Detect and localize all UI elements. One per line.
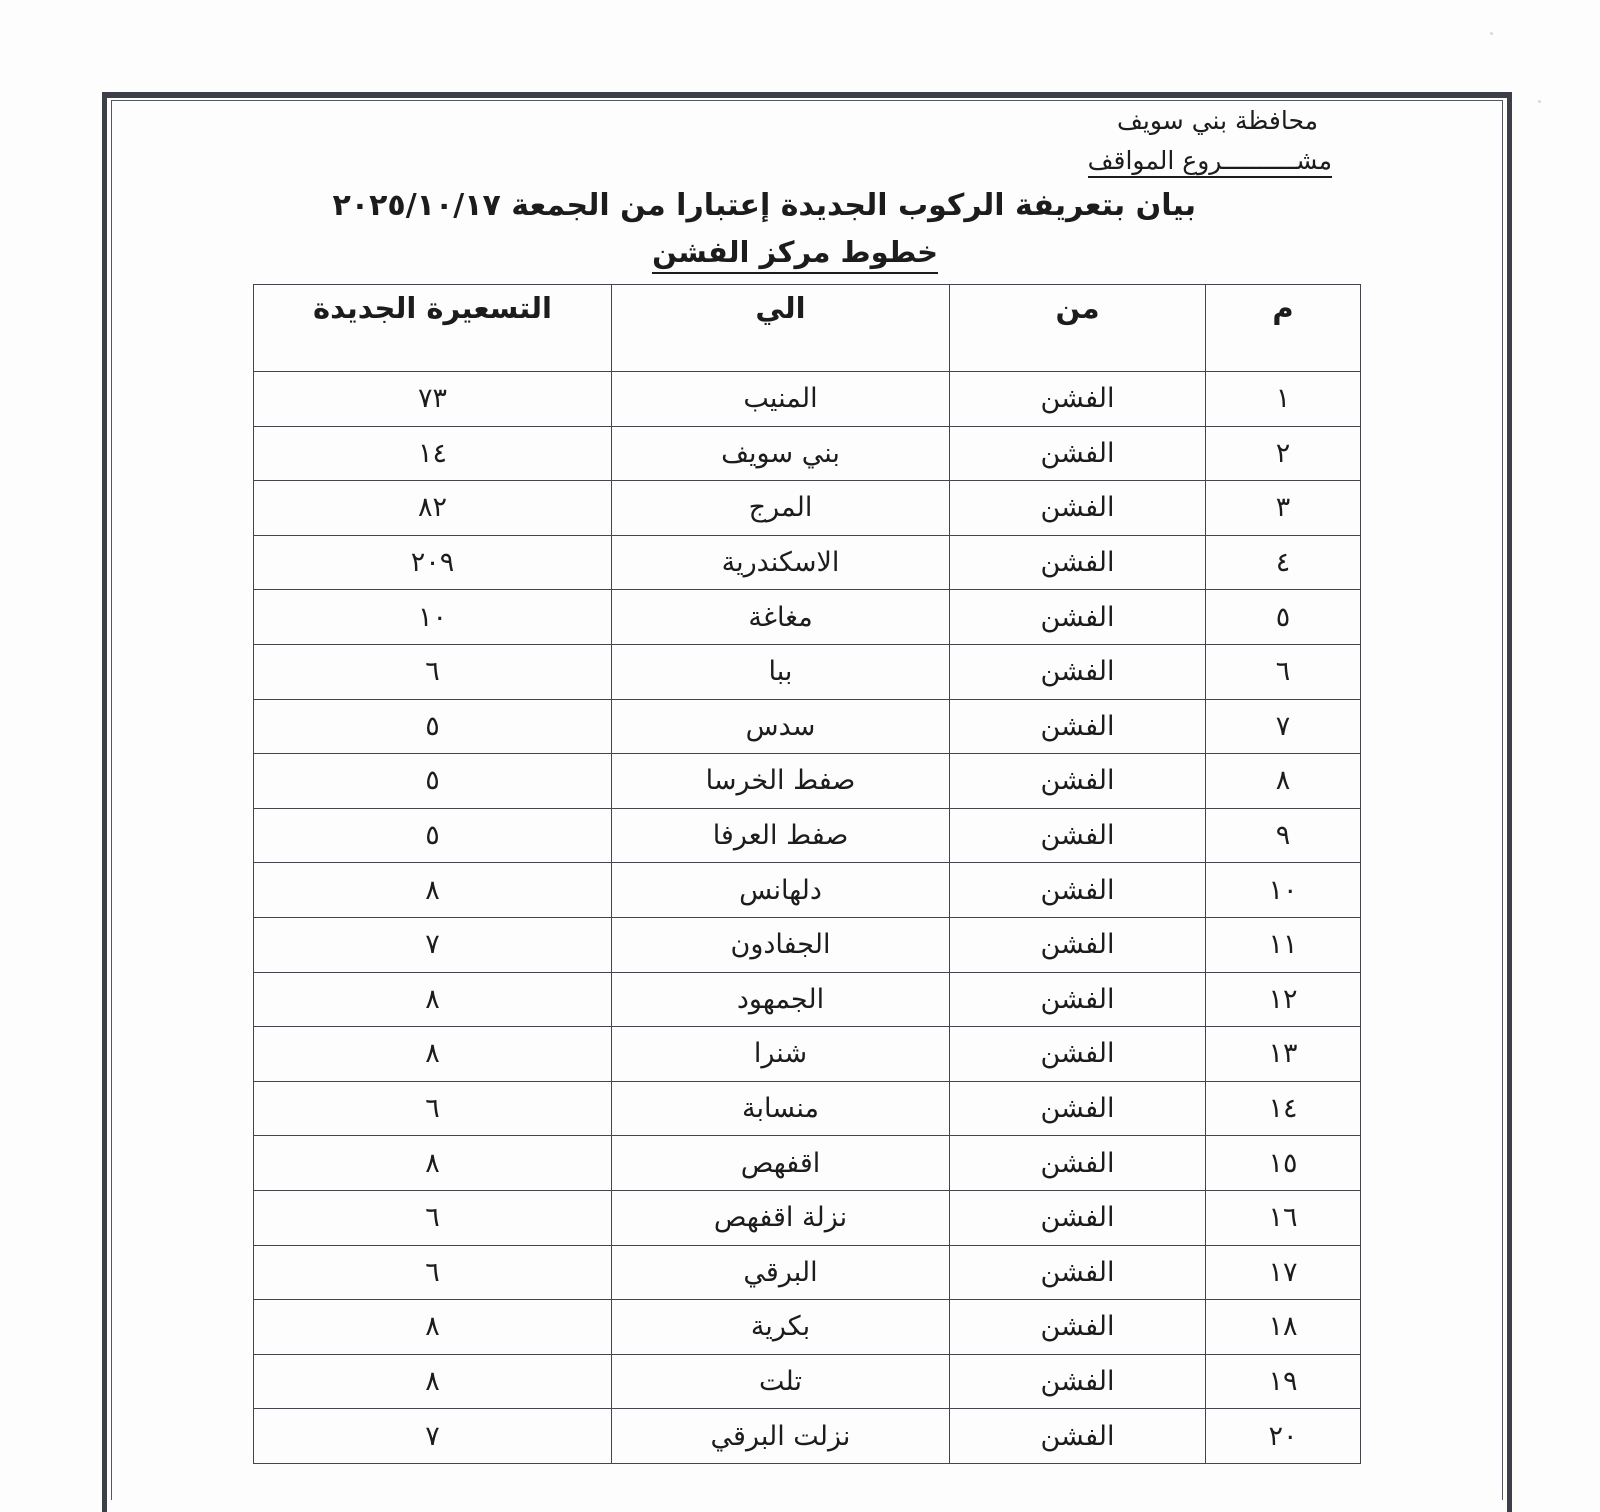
fare-cell: ٧٣: [254, 372, 612, 427]
fare-cell: ٦: [254, 1190, 612, 1245]
column-header-number: م: [1206, 285, 1361, 372]
table-row: [254, 426, 1361, 481]
table-row: [254, 644, 1361, 699]
to-cell: تلت: [612, 1354, 950, 1409]
row-number-cell: ١١: [1206, 917, 1361, 972]
fare-cell: ٨: [254, 1027, 612, 1082]
from-cell: الفشن: [950, 1136, 1206, 1191]
from-cell: الفشن: [950, 754, 1206, 809]
to-cell: ببا: [612, 644, 950, 699]
from-cell: الفشن: [950, 644, 1206, 699]
fare-cell: ٦: [254, 1245, 612, 1300]
row-number-cell: ١٠: [1206, 863, 1361, 918]
fare-cell: ٥: [254, 754, 612, 809]
table-row: [254, 1027, 1361, 1082]
governorate-name: محافظة بني سويف: [1117, 106, 1318, 135]
from-cell: الفشن: [950, 1245, 1206, 1300]
table-row: [254, 1245, 1361, 1300]
fare-cell: ٧: [254, 917, 612, 972]
from-cell: الفشن: [950, 535, 1206, 590]
row-number-cell: ١٩: [1206, 1354, 1361, 1409]
scan-speck: [1490, 32, 1493, 35]
fare-cell: ٧: [254, 1409, 612, 1464]
table-row: [254, 590, 1361, 645]
from-cell: الفشن: [950, 1190, 1206, 1245]
fare-cell: ٨: [254, 1354, 612, 1409]
table-row: [254, 699, 1361, 754]
from-cell: الفشن: [950, 590, 1206, 645]
row-number-cell: ٤: [1206, 535, 1361, 590]
table-row: [254, 1409, 1361, 1464]
fare-cell: ٦: [254, 644, 612, 699]
to-cell: الاسكندرية: [612, 535, 950, 590]
to-cell: دلهانس: [612, 863, 950, 918]
row-number-cell: ١٢: [1206, 972, 1361, 1027]
to-cell: بكرية: [612, 1300, 950, 1355]
table-row: [254, 754, 1361, 809]
table-row: [254, 372, 1361, 427]
from-cell: الفشن: [950, 808, 1206, 863]
row-number-cell: ٧: [1206, 699, 1361, 754]
to-cell: صفط العرفا: [612, 808, 950, 863]
row-number-cell: ١٦: [1206, 1190, 1361, 1245]
column-header-to: الي: [612, 285, 950, 372]
to-cell: الجمهود: [612, 972, 950, 1027]
page-subtitle: خطوط مركز الفشن: [652, 232, 938, 274]
to-cell: الجفادون: [612, 917, 950, 972]
row-number-cell: ٦: [1206, 644, 1361, 699]
row-number-cell: ١: [1206, 372, 1361, 427]
row-number-cell: ١٥: [1206, 1136, 1361, 1191]
table-row: [254, 535, 1361, 590]
from-cell: الفشن: [950, 1354, 1206, 1409]
from-cell: الفشن: [950, 863, 1206, 918]
fare-cell: ٨: [254, 863, 612, 918]
table-row: [254, 1354, 1361, 1409]
fare-cell: ٥: [254, 699, 612, 754]
from-cell: الفشن: [950, 372, 1206, 427]
row-number-cell: ٢٠: [1206, 1409, 1361, 1464]
to-cell: نزلت البرقي: [612, 1409, 950, 1464]
to-cell: اقفهص: [612, 1136, 950, 1191]
table-row: [254, 481, 1361, 536]
from-cell: الفشن: [950, 917, 1206, 972]
table-row: [254, 972, 1361, 1027]
from-cell: الفشن: [950, 481, 1206, 536]
to-cell: المنيب: [612, 372, 950, 427]
fare-cell: ٨٢: [254, 481, 612, 536]
row-number-cell: ١٤: [1206, 1081, 1361, 1136]
from-cell: الفشن: [950, 1409, 1206, 1464]
table-row: [254, 1081, 1361, 1136]
from-cell: الفشن: [950, 1027, 1206, 1082]
row-number-cell: ٢: [1206, 426, 1361, 481]
row-number-cell: ١٣: [1206, 1027, 1361, 1082]
fare-table-body: [254, 372, 1361, 1464]
table-row: [254, 1300, 1361, 1355]
to-cell: المرج: [612, 481, 950, 536]
row-number-cell: ٣: [1206, 481, 1361, 536]
fare-cell: ٨: [254, 972, 612, 1027]
fare-cell: ٨: [254, 1300, 612, 1355]
fare-cell: ٢٠٩: [254, 535, 612, 590]
row-number-cell: ٥: [1206, 590, 1361, 645]
table-header-row: [254, 285, 1361, 372]
from-cell: الفشن: [950, 426, 1206, 481]
to-cell: مغاغة: [612, 590, 950, 645]
table-row: [254, 808, 1361, 863]
fare-cell: ١٠: [254, 590, 612, 645]
fare-cell: ٦: [254, 1081, 612, 1136]
to-cell: صفط الخرسا: [612, 754, 950, 809]
fare-table: [253, 284, 1361, 1464]
scan-speck: [1538, 100, 1541, 103]
to-cell: بني سويف: [612, 426, 950, 481]
to-cell: منسابة: [612, 1081, 950, 1136]
project-name: مشــــــــــروع المواقف: [1088, 146, 1332, 178]
from-cell: الفشن: [950, 1081, 1206, 1136]
to-cell: سدس: [612, 699, 950, 754]
fare-cell: ٨: [254, 1136, 612, 1191]
from-cell: الفشن: [950, 699, 1206, 754]
from-cell: الفشن: [950, 1300, 1206, 1355]
to-cell: نزلة اقفهص: [612, 1190, 950, 1245]
fare-cell: ٥: [254, 808, 612, 863]
row-number-cell: ٨: [1206, 754, 1361, 809]
column-header-new-fare: التسعيرة الجديدة: [254, 285, 612, 372]
row-number-cell: ١٨: [1206, 1300, 1361, 1355]
to-cell: شنرا: [612, 1027, 950, 1082]
row-number-cell: ٩: [1206, 808, 1361, 863]
page-title: بيان بتعريفة الركوب الجديدة إعتبارا من الجمعة ٢٠٢٥/١٠/١٧: [332, 188, 1196, 223]
table-row: [254, 917, 1361, 972]
table-row: [254, 1136, 1361, 1191]
fare-cell: ١٤: [254, 426, 612, 481]
row-number-cell: ١٧: [1206, 1245, 1361, 1300]
table-row: [254, 863, 1361, 918]
column-header-from: من: [950, 285, 1206, 372]
table-row: [254, 1190, 1361, 1245]
to-cell: البرقي: [612, 1245, 950, 1300]
from-cell: الفشن: [950, 972, 1206, 1027]
